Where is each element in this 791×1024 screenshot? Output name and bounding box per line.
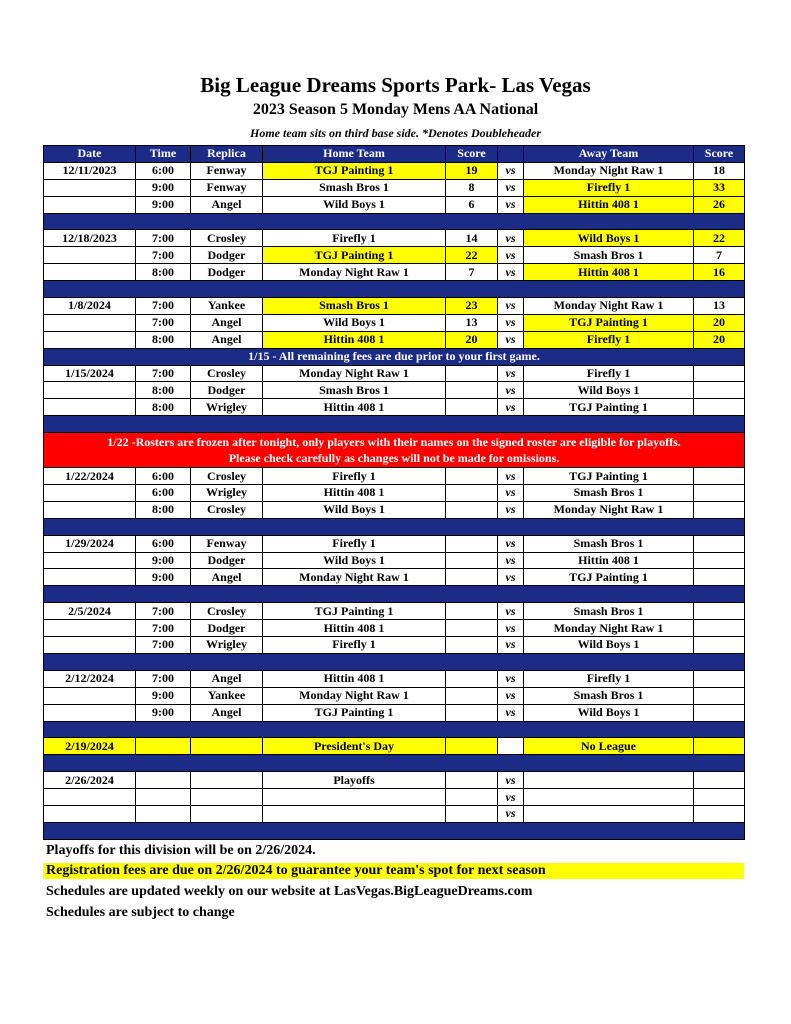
col-time: Time [136, 146, 191, 163]
game-row [44, 603, 745, 620]
page-title: Big League Dreams Sports Park- Las Vegas [200, 73, 591, 97]
vs-cell: vs [498, 687, 524, 704]
date-cell [44, 789, 136, 806]
date-cell [44, 552, 136, 569]
home-score-cell [446, 501, 498, 518]
roster-notice-row [44, 433, 745, 468]
field-cell: Wrigley [191, 399, 263, 416]
week-separator [44, 586, 745, 603]
vs-cell: vs [498, 569, 524, 586]
home-score-cell [446, 738, 498, 755]
away-score-cell: 20 [694, 314, 745, 331]
date-cell [44, 196, 136, 213]
field-cell: Crosley [191, 603, 263, 620]
home-score-cell [446, 772, 498, 789]
vs-cell: vs [498, 298, 524, 315]
game-row [44, 637, 745, 654]
field-cell: Yankee [191, 687, 263, 704]
col-vs [498, 146, 524, 163]
away-score-cell [694, 687, 745, 704]
home-score-cell [446, 670, 498, 687]
home-score-cell [446, 485, 498, 502]
time-cell: 9:00 [136, 179, 191, 196]
date-cell [44, 314, 136, 331]
away-team-cell: TGJ Painting 1 [524, 468, 694, 485]
home-team-cell: TGJ Painting 1 [263, 603, 446, 620]
time-cell: 7:00 [136, 314, 191, 331]
vs-cell: vs [498, 196, 524, 213]
home-score-cell [446, 637, 498, 654]
field-cell: Dodger [191, 264, 263, 281]
away-score-cell [694, 501, 745, 518]
date-cell [44, 687, 136, 704]
game-row [44, 399, 745, 416]
no-league-label: No League [524, 738, 694, 755]
away-team-cell: Wild Boys 1 [524, 637, 694, 654]
vs-cell: vs [498, 501, 524, 518]
vs-cell: vs [498, 620, 524, 637]
time-cell: 6:00 [136, 535, 191, 552]
game-row [44, 331, 745, 348]
home-score-cell [446, 789, 498, 806]
away-team-cell: Smash Bros 1 [524, 603, 694, 620]
vs-cell: vs [498, 399, 524, 416]
game-row [44, 468, 745, 485]
time-cell: 7:00 [136, 298, 191, 315]
home-score-cell [446, 603, 498, 620]
game-row [44, 552, 745, 569]
field-cell: Dodger [191, 247, 263, 264]
date-cell [44, 399, 136, 416]
away-team-cell: Monday Night Raw 1 [524, 620, 694, 637]
time-cell: 7:00 [136, 603, 191, 620]
away-score-cell [694, 620, 745, 637]
holiday-label: President's Day [263, 738, 446, 755]
away-score-cell [694, 738, 745, 755]
time-cell [136, 789, 191, 806]
date-cell: 1/15/2024 [44, 365, 136, 382]
away-score-cell: 20 [694, 331, 745, 348]
time-cell: 6:00 [136, 468, 191, 485]
home-team-cell [263, 789, 446, 806]
game-row [44, 230, 745, 247]
time-cell: 7:00 [136, 620, 191, 637]
field-cell: Angel [191, 314, 263, 331]
col-away-team: Away Team [524, 146, 694, 163]
away-score-cell [694, 485, 745, 502]
away-team-cell: TGJ Painting 1 [524, 314, 694, 331]
game-row [44, 382, 745, 399]
schedule-table [43, 145, 745, 840]
home-score-cell [446, 552, 498, 569]
away-score-cell [694, 805, 745, 822]
vs-cell [498, 738, 524, 755]
vs-cell: vs [498, 247, 524, 264]
away-team-cell: TGJ Painting 1 [524, 569, 694, 586]
date-cell [44, 805, 136, 822]
date-cell: 12/18/2023 [44, 230, 136, 247]
home-score-cell [446, 687, 498, 704]
away-score-cell: 13 [694, 298, 745, 315]
time-cell [136, 805, 191, 822]
playoff-row [44, 772, 745, 789]
home-team-cell: Wild Boys 1 [263, 501, 446, 518]
away-team-cell: Monday Night Raw 1 [524, 298, 694, 315]
home-team-cell: Smash Bros 1 [263, 298, 446, 315]
week-separator [44, 755, 745, 772]
date-cell [44, 331, 136, 348]
date-cell [44, 247, 136, 264]
date-cell: 12/11/2023 [44, 162, 136, 179]
home-score-cell: 23 [446, 298, 498, 315]
home-score-cell: 19 [446, 162, 498, 179]
home-score-cell [446, 382, 498, 399]
page-subtitle: 2023 Season 5 Monday Mens AA National [252, 101, 539, 118]
away-score-cell [694, 552, 745, 569]
game-row [44, 501, 745, 518]
field-cell: Fenway [191, 535, 263, 552]
date-cell: 1/22/2024 [44, 468, 136, 485]
holiday-row [44, 738, 745, 755]
fees-notice-row [44, 348, 745, 365]
field-cell [191, 738, 263, 755]
game-row [44, 247, 745, 264]
date-cell: 2/12/2024 [44, 670, 136, 687]
vs-cell: vs [498, 552, 524, 569]
field-cell: Fenway [191, 179, 263, 196]
time-cell [136, 772, 191, 789]
time-cell: 6:00 [136, 485, 191, 502]
time-cell: 7:00 [136, 637, 191, 654]
time-cell: 9:00 [136, 196, 191, 213]
home-team-cell: Monday Night Raw 1 [263, 264, 446, 281]
away-score-cell [694, 468, 745, 485]
vs-cell: vs [498, 331, 524, 348]
field-cell: Angel [191, 569, 263, 586]
away-score-cell [694, 704, 745, 721]
col-date: Date [44, 146, 136, 163]
time-cell: 9:00 [136, 687, 191, 704]
playoffs-label: Playoffs [263, 772, 446, 789]
week-separator [44, 721, 745, 738]
field-cell: Dodger [191, 382, 263, 399]
home-score-cell [446, 569, 498, 586]
vs-cell: vs [498, 264, 524, 281]
time-cell: 6:00 [136, 162, 191, 179]
home-team-cell: Monday Night Raw 1 [263, 365, 446, 382]
field-cell: Crosley [191, 365, 263, 382]
away-score-cell: 26 [694, 196, 745, 213]
away-score-cell [694, 399, 745, 416]
roster-notice-line1: 1/22 -Rosters are frozen after tonight, only players with their names on the signed roster are eligible for playoffs. [107, 435, 681, 450]
field-cell: Angel [191, 704, 263, 721]
away-score-cell [694, 637, 745, 654]
home-score-cell [446, 535, 498, 552]
time-cell: 8:00 [136, 331, 191, 348]
date-cell [44, 501, 136, 518]
game-row [44, 535, 745, 552]
away-score-cell: 18 [694, 162, 745, 179]
home-team-cell: TGJ Painting 1 [263, 704, 446, 721]
away-team-cell: Smash Bros 1 [524, 247, 694, 264]
away-team-cell: TGJ Painting 1 [524, 399, 694, 416]
date-cell [44, 704, 136, 721]
fees-notice: 1/15 - All remaining fees are due prior to your first game. [44, 348, 745, 365]
time-cell: 8:00 [136, 382, 191, 399]
vs-cell: vs [498, 382, 524, 399]
date-cell: 2/26/2024 [44, 772, 136, 789]
home-team-cell: Hittin 408 1 [263, 485, 446, 502]
vs-cell: vs [498, 789, 524, 806]
away-team-cell: Wild Boys 1 [524, 704, 694, 721]
away-team-cell: Smash Bros 1 [524, 687, 694, 704]
vs-cell: vs [498, 162, 524, 179]
game-row [44, 179, 745, 196]
time-cell: 8:00 [136, 399, 191, 416]
home-team-cell: Wild Boys 1 [263, 314, 446, 331]
date-cell [44, 485, 136, 502]
away-team-cell [524, 772, 694, 789]
time-cell: 7:00 [136, 230, 191, 247]
date-cell: 1/29/2024 [44, 535, 136, 552]
away-team-cell: Hittin 408 1 [524, 264, 694, 281]
home-team-cell: Monday Night Raw 1 [263, 569, 446, 586]
home-team-cell: Smash Bros 1 [263, 179, 446, 196]
home-team-cell: Firefly 1 [263, 468, 446, 485]
home-score-cell: 13 [446, 314, 498, 331]
vs-cell: vs [498, 637, 524, 654]
home-score-cell: 8 [446, 179, 498, 196]
game-row [44, 162, 745, 179]
col-away-score: Score [694, 146, 745, 163]
home-score-cell [446, 468, 498, 485]
away-team-cell: Hittin 408 1 [524, 196, 694, 213]
field-cell: Crosley [191, 230, 263, 247]
date-cell [44, 382, 136, 399]
vs-cell: vs [498, 704, 524, 721]
field-cell: Dodger [191, 620, 263, 637]
game-row [44, 264, 745, 281]
away-team-cell: Wild Boys 1 [524, 230, 694, 247]
vs-cell: vs [498, 805, 524, 822]
time-cell: 9:00 [136, 569, 191, 586]
week-separator [44, 213, 745, 230]
away-team-cell: Monday Night Raw 1 [524, 162, 694, 179]
field-cell [191, 772, 263, 789]
home-score-cell [446, 620, 498, 637]
away-score-cell [694, 603, 745, 620]
field-cell: Wrigley [191, 485, 263, 502]
away-team-cell: Hittin 408 1 [524, 552, 694, 569]
away-score-cell: 33 [694, 179, 745, 196]
away-score-cell [694, 789, 745, 806]
week-separator [44, 416, 745, 433]
field-cell: Dodger [191, 552, 263, 569]
home-team-cell [263, 805, 446, 822]
change-note: Schedules are subject to change [46, 905, 235, 920]
away-team-cell: Wild Boys 1 [524, 382, 694, 399]
playoffs-date-note: Playoffs for this division will be on 2/26/2024. [46, 843, 316, 858]
game-row [44, 196, 745, 213]
game-row [44, 687, 745, 704]
col-home-score: Score [446, 146, 498, 163]
home-score-cell [446, 805, 498, 822]
home-team-cell: TGJ Painting 1 [263, 162, 446, 179]
date-cell [44, 264, 136, 281]
field-cell [191, 805, 263, 822]
away-team-cell: Smash Bros 1 [524, 535, 694, 552]
time-cell [136, 738, 191, 755]
home-team-cell: Hittin 408 1 [263, 620, 446, 637]
away-team-cell: Firefly 1 [524, 331, 694, 348]
time-cell: 8:00 [136, 264, 191, 281]
away-score-cell: 16 [694, 264, 745, 281]
home-team-cell: Smash Bros 1 [263, 382, 446, 399]
game-row [44, 670, 745, 687]
header-row [44, 146, 745, 163]
vs-cell: vs [498, 314, 524, 331]
time-cell: 7:00 [136, 247, 191, 264]
away-team-cell: Firefly 1 [524, 365, 694, 382]
game-row [44, 620, 745, 637]
game-row [44, 365, 745, 382]
date-cell [44, 637, 136, 654]
vs-cell: vs [498, 772, 524, 789]
home-team-cell: Wild Boys 1 [263, 196, 446, 213]
week-separator [44, 281, 745, 298]
away-score-cell [694, 772, 745, 789]
vs-cell: vs [498, 179, 524, 196]
away-team-cell [524, 805, 694, 822]
home-team-cell: Monday Night Raw 1 [263, 687, 446, 704]
home-team-cell: Firefly 1 [263, 230, 446, 247]
away-team-cell: Monday Night Raw 1 [524, 501, 694, 518]
field-cell: Crosley [191, 501, 263, 518]
away-team-cell: Firefly 1 [524, 179, 694, 196]
week-separator [44, 653, 745, 670]
date-cell [44, 569, 136, 586]
playoff-row [44, 789, 745, 806]
vs-cell: vs [498, 485, 524, 502]
home-team-cell: Wild Boys 1 [263, 552, 446, 569]
roster-notice [44, 433, 745, 468]
date-cell: 1/8/2024 [44, 298, 136, 315]
field-cell: Angel [191, 670, 263, 687]
game-row [44, 485, 745, 502]
playoff-row [44, 805, 745, 822]
field-cell: Angel [191, 331, 263, 348]
home-score-cell: 22 [446, 247, 498, 264]
vs-cell: vs [498, 670, 524, 687]
away-team-cell [524, 789, 694, 806]
time-cell: 7:00 [136, 670, 191, 687]
field-cell: Wrigley [191, 637, 263, 654]
date-cell [44, 620, 136, 637]
away-score-cell [694, 569, 745, 586]
away-score-cell: 22 [694, 230, 745, 247]
home-score-cell [446, 399, 498, 416]
vs-cell: vs [498, 535, 524, 552]
time-cell: 9:00 [136, 704, 191, 721]
away-score-cell [694, 382, 745, 399]
col-home-team: Home Team [263, 146, 446, 163]
game-row [44, 569, 745, 586]
away-score-cell [694, 670, 745, 687]
away-score-cell [694, 535, 745, 552]
field-cell [191, 789, 263, 806]
vs-cell: vs [498, 603, 524, 620]
vs-cell: vs [498, 230, 524, 247]
home-team-cell: TGJ Painting 1 [263, 247, 446, 264]
date-cell [44, 179, 136, 196]
time-cell: 9:00 [136, 552, 191, 569]
time-cell: 7:00 [136, 365, 191, 382]
home-team-cell: Hittin 408 1 [263, 399, 446, 416]
home-team-cell: Firefly 1 [263, 535, 446, 552]
home-score-cell [446, 365, 498, 382]
home-team-cell: Firefly 1 [263, 637, 446, 654]
away-score-cell: 7 [694, 247, 745, 264]
registration-note: Registration fees are due on 2/26/2024 to guarantee your team's spot for next season [43, 863, 744, 879]
home-team-cell: Hittin 408 1 [263, 670, 446, 687]
home-score-cell: 14 [446, 230, 498, 247]
roster-notice-line2: Please check carefully as changes will not be made for omissions. [228, 451, 560, 466]
game-row [44, 298, 745, 315]
date-cell: 2/19/2024 [44, 738, 136, 755]
away-team-cell: Firefly 1 [524, 670, 694, 687]
time-cell: 8:00 [136, 501, 191, 518]
home-team-cell: Hittin 408 1 [263, 331, 446, 348]
field-cell: Crosley [191, 468, 263, 485]
website-note: Schedules are updated weekly on our website at LasVegas.BigLeagueDreams.com [46, 884, 533, 899]
game-row [44, 314, 745, 331]
week-separator [44, 822, 745, 839]
away-team-cell: Smash Bros 1 [524, 485, 694, 502]
away-score-cell [694, 365, 745, 382]
week-separator [44, 518, 745, 535]
vs-cell: vs [498, 365, 524, 382]
home-score-cell: 6 [446, 196, 498, 213]
vs-cell: vs [498, 468, 524, 485]
home-score-cell [446, 704, 498, 721]
field-cell: Yankee [191, 298, 263, 315]
home-score-cell: 7 [446, 264, 498, 281]
date-cell: 2/5/2024 [44, 603, 136, 620]
field-cell: Fenway [191, 162, 263, 179]
game-row [44, 704, 745, 721]
home-score-cell: 20 [446, 331, 498, 348]
field-cell: Angel [191, 196, 263, 213]
col-replica: Replica [191, 146, 263, 163]
home-team-note: Home team sits on third base side. *Denotes Doubleheader [250, 126, 541, 140]
